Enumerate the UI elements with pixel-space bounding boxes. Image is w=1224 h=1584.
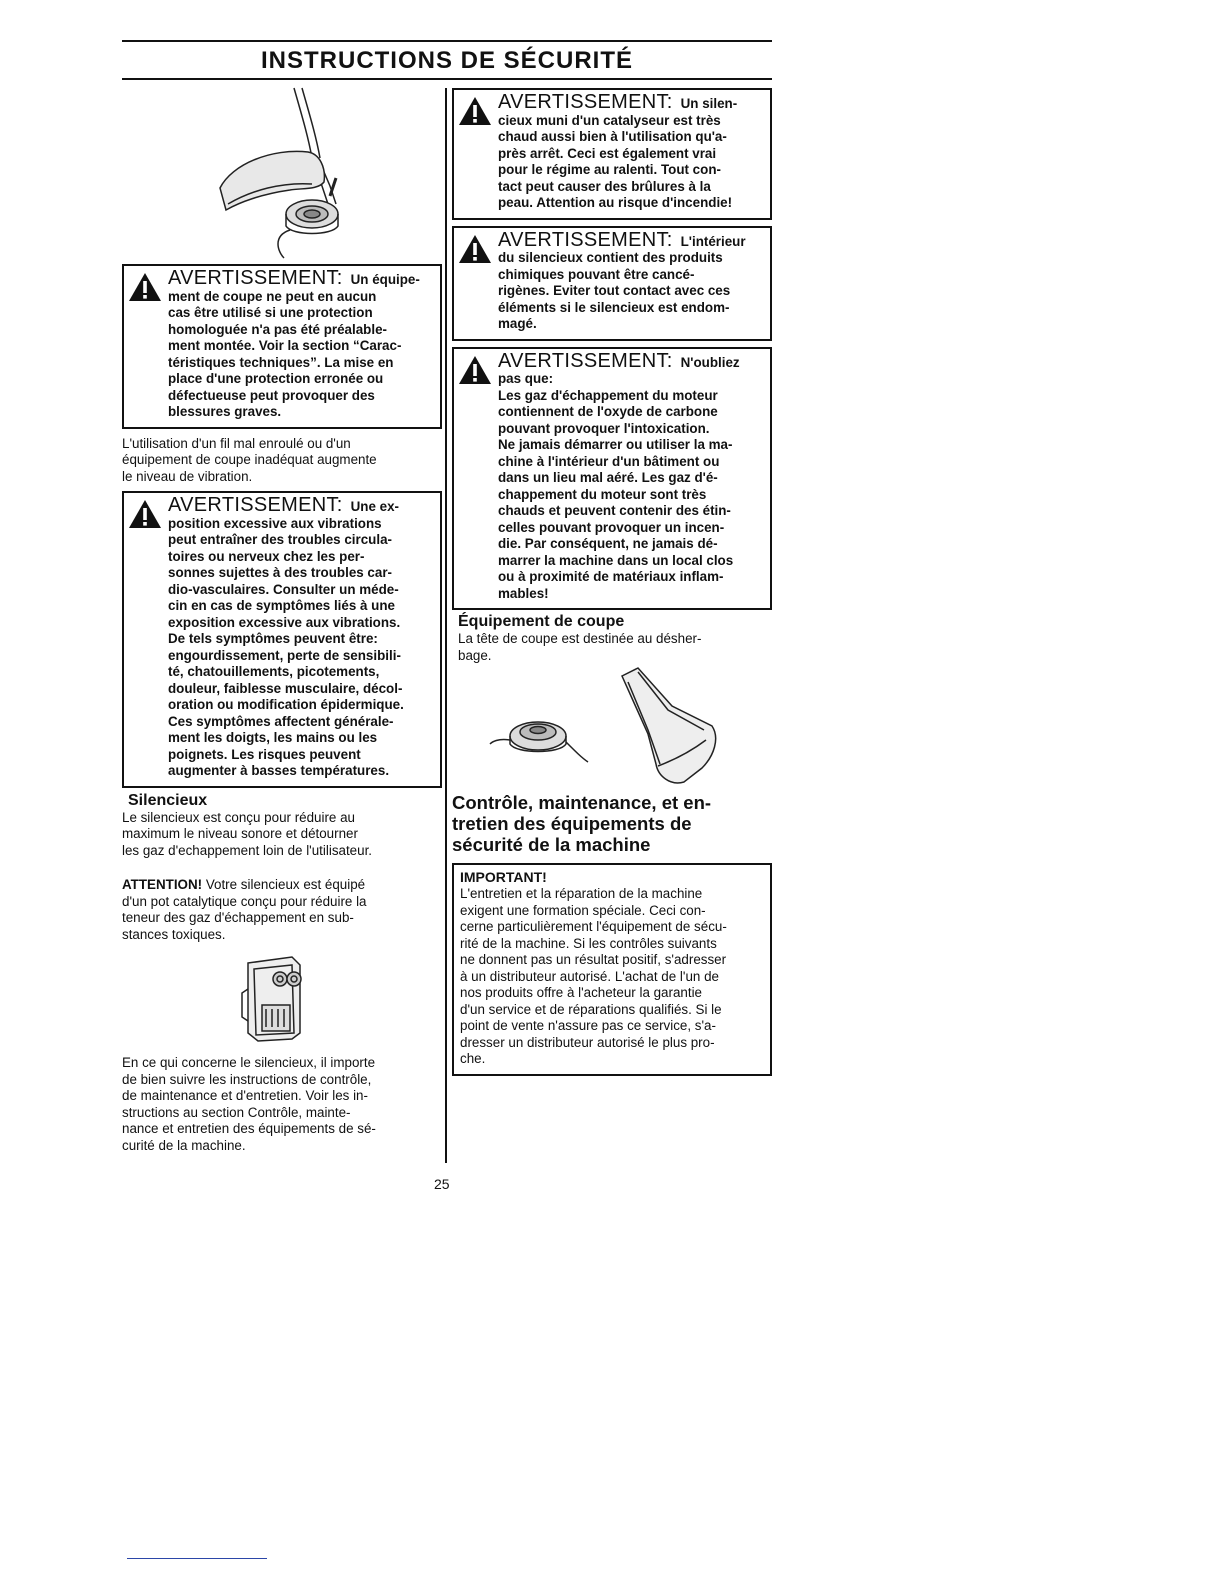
warning-text-line: éléments si le silencieux est endom- (498, 299, 730, 315)
paragraph-line: dresser un distributeur autorisé le plus pro- (460, 1034, 715, 1050)
paragraph-line: che. (460, 1051, 486, 1066)
warning-text-line: té, chatouillements, picotements, (168, 664, 380, 679)
paragraph-line: ne donnent pas un résultat positif, s'adresser (460, 952, 727, 967)
attention-text: Votre silencieux est équipé (202, 877, 366, 892)
warning-text-line: ment les doigts, les mains ou les (168, 730, 378, 745)
footer-rule (127, 1558, 267, 1559)
paragraph-line: les gaz d'echappement loin de l'utilisateur. (122, 842, 373, 858)
warning-text-line: blessures graves. (168, 404, 282, 419)
warning-label: AVERTISSEMENT: (498, 228, 673, 251)
warning-triangle-icon (458, 355, 492, 385)
attention-label: ATTENTION! (122, 877, 203, 892)
warning-text-line: pouvant provoquer l'intoxication. (498, 420, 710, 436)
warning-text-line: ou à proximité de matériaux inflam- (498, 569, 724, 584)
warning-triangle-icon (128, 499, 162, 529)
closing-paragraph (122, 1055, 442, 1154)
paragraph-line: cerne particulièrement l'équipement de sécu- (460, 919, 727, 934)
paragraph-line: maximum le niveau sonore et détourner (122, 826, 358, 841)
paragraph-line: d'un service et de réparations qualifiés. Si le (460, 1001, 722, 1017)
cutting-head-and-guard-illustration (452, 664, 772, 788)
warning-text-line: cas être utilisé si une protection (168, 305, 373, 320)
paragraph-line: point de vente n'assure pas ce service, s'a- (460, 1018, 716, 1033)
warning-text-line: Ne jamais démarrer ou utiliser la ma- (498, 437, 733, 452)
equipement-paragraph (458, 631, 772, 664)
page-title: INSTRUCTIONS DE SÉCURITÉ (260, 47, 634, 74)
warning-text-line: marrer la machine dans un local clos (498, 552, 734, 568)
heading-line: sécurité de la machine (452, 834, 651, 855)
warning-text-line: De tels symptômes peuvent être: (168, 631, 378, 646)
paragraph-line: rité de la machine. Si les contrôles suivants (460, 935, 717, 951)
heading-line: Contrôle, maintenance, et en- (452, 792, 712, 813)
warning-label: AVERTISSEMENT: (168, 494, 343, 516)
paragraph-line: La tête de coupe est destinée au désher- (458, 631, 702, 646)
warning-text-line: engourdissement, perte de sensibili- (168, 647, 401, 663)
warning-box-hot-catalyst (452, 88, 772, 220)
paragraph-line: nos produits offre à l'acheteur la garantie (460, 985, 703, 1000)
warning-label: AVERTISSEMENT: (168, 267, 343, 289)
warning-label: AVERTISSEMENT: (498, 349, 673, 372)
paragraph-line: nance et entretien des équipements de sé- (122, 1121, 376, 1136)
warning-text-line: peut entraîner des troubles circula- (168, 532, 392, 547)
warning-text-line: mables! (498, 585, 549, 601)
warning-lead: N'oubliez (680, 354, 740, 370)
warning-text-line: celles pouvant provoquer un incen- (498, 519, 725, 535)
warning-text-line: augmenter à basses températures. (168, 763, 390, 778)
paragraph-line: équipement de coupe inadéquat augmente (122, 452, 377, 467)
paragraph-line: d'un pot catalytique conçu pour réduire la (122, 893, 367, 909)
paragraph-line: le niveau de vibration. (122, 468, 253, 484)
warning-text-line: défectueuse peut provoquer des (168, 387, 375, 403)
paragraph-line: L'entretien et la réparation de la machine (460, 886, 703, 901)
warning-text-line: pas que: (498, 371, 554, 386)
warning-box-cutting-equipment (122, 264, 442, 429)
warning-text-line: contiennent de l'oxyde de carbone (498, 404, 718, 419)
attention-paragraph (122, 877, 442, 943)
warning-text-line: ment montée. Voir la section “Carac- (168, 338, 402, 353)
paragraph-line: de maintenance et d'entretien. Voir les in- (122, 1088, 368, 1103)
section-heading-equipement: Équipement de coupe (458, 613, 625, 630)
warning-text-line: poignets. Les risques peuvent (168, 746, 361, 762)
paragraph-line: à un distributeur autorisé. L'achat de l'un de (460, 968, 719, 984)
paragraph-line: de bien suivre les instructions de contrôle, (122, 1071, 372, 1087)
warning-lead: Un équipe- (350, 272, 420, 287)
paragraph-line: bage. (458, 647, 492, 663)
warning-text-line: position excessive aux vibrations (168, 515, 382, 531)
paragraph-line: teneur des gaz d'échappement en sub- (122, 910, 354, 925)
warning-text-line: tact peut causer des brûlures à la (498, 178, 711, 194)
header-top-rule (122, 40, 772, 42)
warning-text-line: chine à l'intérieur d'un bâtiment ou (498, 453, 720, 469)
paragraph-line: En ce qui concerne le silencieux, il importe (122, 1055, 376, 1070)
warning-label: AVERTISSEMENT: (498, 91, 673, 113)
warning-text-line: du silencieux contient des produits (498, 250, 723, 265)
column-divider (445, 88, 447, 1163)
warning-text-line: sonnes sujettes à des troubles car- (168, 565, 392, 580)
controle-heading (452, 792, 772, 855)
vibration-paragraph (122, 436, 442, 486)
warning-text-line: cieux muni d'un catalyseur est très (498, 112, 721, 128)
page-number: 25 (434, 1176, 450, 1192)
warning-text-line: homologuée n'a pas été préalable- (168, 321, 387, 337)
warning-text-line: chaud aussi bien à l'utilisation qu'a- (498, 129, 727, 144)
left-column (122, 86, 442, 1154)
muffler-illustration (122, 949, 442, 1049)
warning-lead: Un silen- (680, 96, 738, 111)
trimmer-guard-illustration (122, 86, 442, 264)
warning-text-line: oration ou modification épidermique. (168, 697, 404, 712)
warning-text-line: Ces symptômes affectent générale- (168, 713, 394, 729)
warning-text-line: douleur, faiblesse musculaire, décol- (168, 680, 403, 696)
warning-text-line: magé. (498, 316, 537, 331)
warning-text-line: peau. Attention au risque d'incendie! (498, 195, 733, 210)
paragraph-line: exigent une formation spéciale. Ceci con- (460, 902, 706, 918)
important-title: IMPORTANT! (460, 869, 547, 885)
warning-text-line: téristiques techniques”. La mise en (168, 354, 394, 370)
paragraph-line: stances toxiques. (122, 926, 226, 942)
warning-box-vibrations (122, 491, 442, 788)
warning-text-line: exposition excessive aux vibrations. (168, 614, 401, 630)
warning-box-exhaust-gas (452, 347, 772, 611)
warning-text-line: chimiques pouvant être cancé- (498, 266, 695, 282)
warning-text-line: dio-vasculaires. Consulter un méde- (168, 581, 399, 597)
section-heading-silencieux: Silencieux (128, 791, 208, 809)
warning-text-line: cin en cas de symptômes liés à une (168, 598, 395, 613)
warning-box-carcinogenic (452, 226, 772, 341)
paragraph-line: L'utilisation d'un fil mal enroulé ou d'un (122, 435, 351, 451)
heading-line: tretien des équipements de (452, 813, 692, 834)
warning-text-line: toires ou nerveux chez les per- (168, 548, 365, 564)
warning-text-line: dans un lieu mal aéré. Les gaz d'é- (498, 470, 718, 485)
warning-text-line: rigènes. Eviter tout contact avec ces (498, 283, 731, 298)
warning-triangle-icon (458, 234, 492, 264)
warning-text-line: ment de coupe ne peut en aucun (168, 288, 377, 304)
paragraph-line: Le silencieux est conçu pour réduire au (122, 809, 355, 825)
warning-lead: Une ex- (350, 499, 399, 514)
warning-text-line: pour le régime au ralenti. Tout con- (498, 162, 721, 177)
warning-text-line: die. Par conséquent, ne jamais dé- (498, 536, 718, 551)
warning-text-line: chappement du moteur sont très (498, 486, 707, 502)
warning-text-line: près arrêt. Ceci est également vrai (498, 145, 717, 161)
warning-lead: L'intérieur (680, 233, 746, 249)
right-column (452, 88, 772, 1076)
warning-text-line: place d'une protection erronée ou (168, 371, 384, 386)
important-box (452, 863, 772, 1076)
paragraph-line: structions au section Contrôle, mainte- (122, 1104, 351, 1120)
paragraph-line: curité de la machine. (122, 1137, 246, 1153)
silencieux-paragraph (122, 810, 442, 860)
warning-triangle-icon (458, 96, 492, 126)
warning-text-line: chauds et peuvent contenir des étin- (498, 503, 731, 518)
warning-triangle-icon (128, 272, 162, 302)
header-bottom-rule (122, 78, 772, 80)
warning-text-line: Les gaz d'échappement du moteur (498, 387, 718, 403)
